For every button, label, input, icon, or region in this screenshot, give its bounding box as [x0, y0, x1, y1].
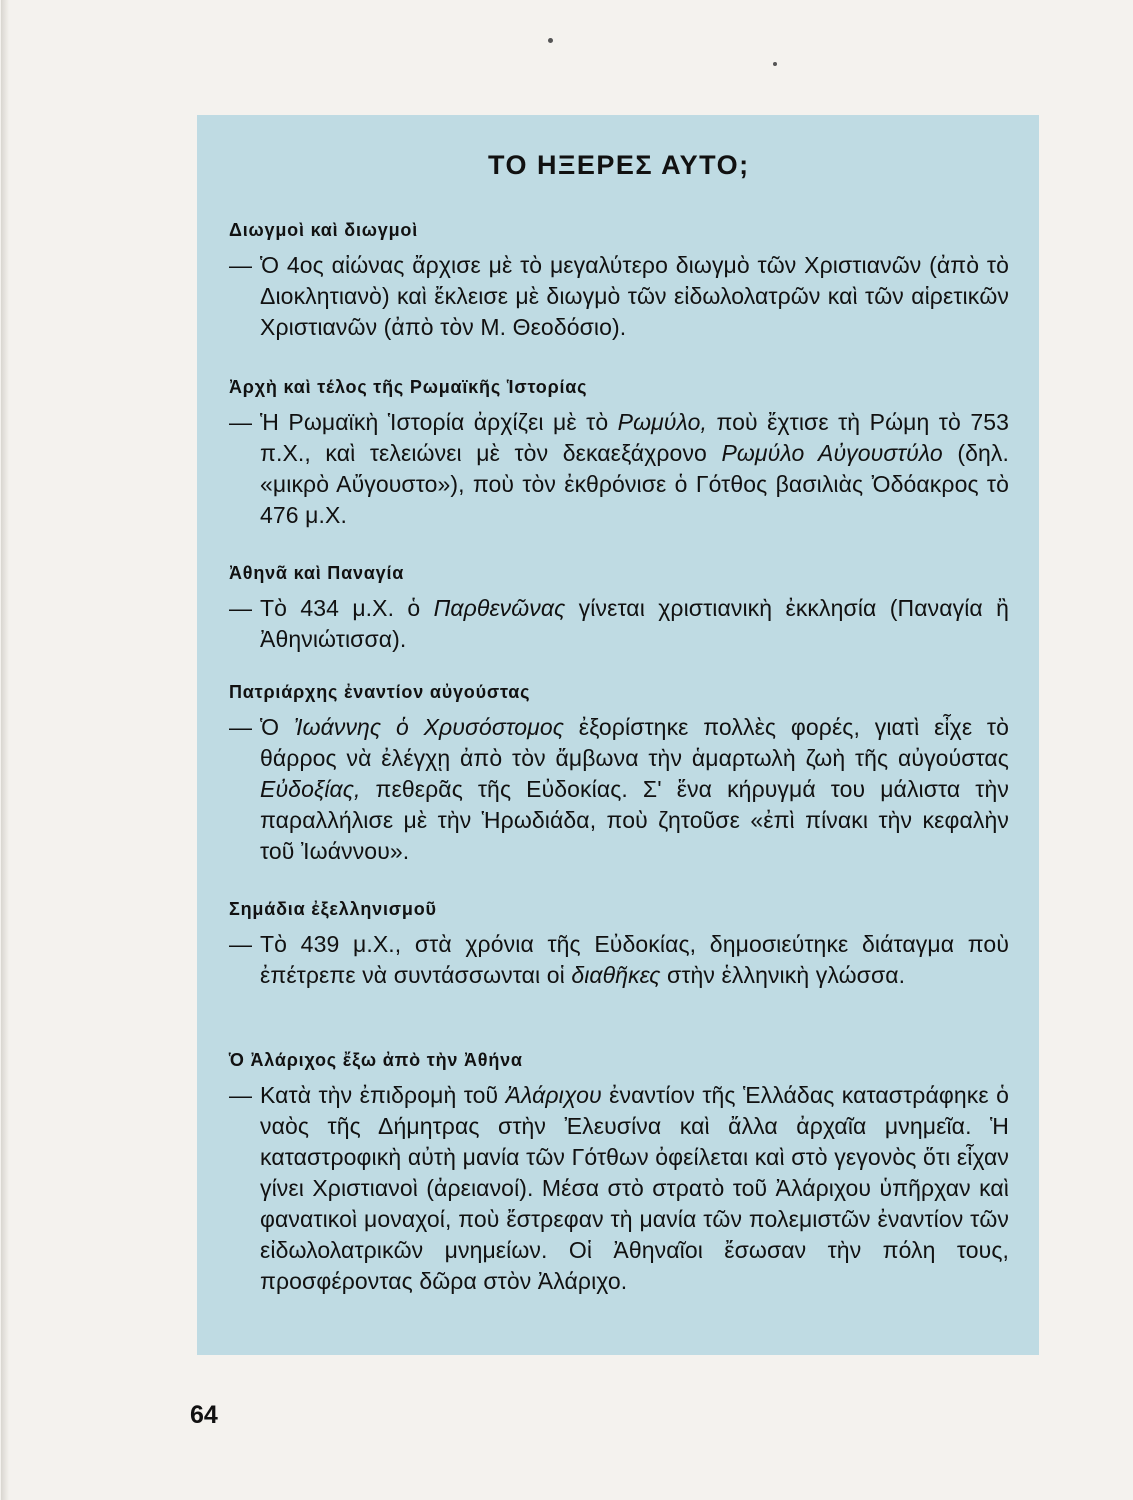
entry-dash: — — [229, 595, 252, 621]
section-hellenization — [229, 897, 1009, 991]
section-athena-panagia — [229, 561, 1009, 655]
section-roman-history — [229, 375, 1009, 531]
section-patriarch — [229, 680, 1009, 867]
section-entry — [229, 250, 1009, 343]
entry-text: Τὸ 434 μ.Χ. ὁ Παρθενῶνας γίνεται χριστιανικὴ ἐκκλησία (Παναγία ἢ Ἀθηνιώτισσα). — [260, 595, 1009, 652]
section-entry — [229, 1080, 1009, 1297]
entry-dash: — — [229, 252, 252, 278]
section-heading: Ἀρχὴ καὶ τέλος τῆς Ρωμαϊκῆς Ἱστορίας — [229, 377, 588, 397]
section-entry — [229, 929, 1009, 991]
entry-text: Κατὰ τὴν ἐπιδρομὴ τοῦ Ἀλάριχου ἐναντίον τῆς Ἑλλάδας καταστράφηκε ὁ ναὸς τῆς Δήμητρας στὴν Ἐλευσίνα καὶ ἄλλα ἀρχαῖα μνημεῖα. Ἡ καταστροφικὴ αὐτὴ μανία τῶν Γότθων ὀφείλεται καὶ στὸ γεγονὸς ὅτι εἶχαν γίνει Χριστιανοὶ (ἀρειανοί). Μέσα στὸ στρατὸ τοῦ Ἀλάριχου ὑπῆρχαν καὶ φανατικοὶ μοναχοί, ποὺ ἔστρεφαν τὴ μανία τῶν πολεμιστῶν ἐναντίον τῶν εἰδωλολατρικῶν μνημείων. Οἱ Ἀθηναῖοι ἔσωσαν τὴν πόλη τους, προσφέροντας δῶρα στὸν Ἀλάριχο. — [260, 1082, 1009, 1294]
page-edge-shadow — [1, 0, 9, 1500]
entry-text: Τὸ 439 μ.Χ., στὰ χρόνια τῆς Εὐδοκίας, δημοσιεύτηκε διάταγμα ποὺ ἐπέτρεπε νὰ συντάσσωνται οἱ διαθῆκες στὴν ἑλληνικὴ γλώσσα. — [260, 931, 1009, 988]
section-entry — [229, 407, 1009, 531]
entry-text: Ὁ 4ος αἰώνας ἄρχισε μὲ τὸ μεγαλύτερο διωγμὸ τῶν Χριστιανῶν (ἀπὸ τὸ Διοκλητιανὸ) καὶ ἔκλεισε μὲ διωγμὸ τῶν εἰδωλολατρῶν καὶ τῶν αἱρετικῶν Χριστιανῶν (ἀπὸ τὸν Μ. Θεοδόσιο). — [260, 252, 1009, 340]
section-persecutions — [229, 218, 1009, 343]
section-heading: Διωγμοὶ καὶ διωγμοὶ — [229, 220, 419, 240]
entry-text: Ἡ Ρωμαϊκὴ Ἱστορία ἀρχίζει μὲ τὸ Ρωμύλο, ποὺ ἔχτισε τὴ Ρώμη τὸ 753 π.Χ., καὶ τελειώνει μὲ τὸν δεκαεξάχρονο Ρωμύλο Αὐγουστύλο (δηλ. «μικρὸ Αὔγουστο»), ποὺ τὸν ἐκθρόνισε ὁ Γότθος βασιλιὰς Ὀδόακρος τὸ 476 μ.Χ. — [260, 409, 1009, 528]
section-heading: Πατριάρχης ἐναντίον αὐγούστας — [229, 682, 531, 702]
section-entry — [229, 712, 1009, 867]
section-heading: Ὁ Ἀλάριχος ἔξω ἀπὸ τὴν Ἀθήνα — [229, 1050, 523, 1070]
entry-dash: — — [229, 409, 252, 435]
entry-dash: — — [229, 714, 252, 740]
page-title: ΤΟ ΗΞΕΡΕΣ ΑΥΤΟ; — [488, 150, 750, 180]
section-heading: Σημάδια ἐξελληνισμοῦ — [229, 899, 437, 919]
print-speck — [548, 38, 553, 43]
section-heading: Ἀθηνᾶ καὶ Παναγία — [229, 563, 405, 583]
entry-dash: — — [229, 1082, 252, 1108]
section-entry — [229, 593, 1009, 655]
entry-dash: — — [229, 931, 252, 957]
print-speck — [773, 62, 777, 66]
page-number: 64 — [190, 1401, 218, 1429]
section-alaric — [229, 1048, 1009, 1297]
entry-text: Ὁ Ἰωάννης ὁ Χρυσόστομος ἐξορίστηκε πολλὲς φορές, γιατὶ εἶχε τὸ θάρρος νὰ ἐλέγχῃ ἀπὸ τὸν ἄμβωνα τὴν ἁμαρτωλὴ ζωὴ τῆς αὐγούστας Εὐδοξίας, πεθερᾶς τῆς Εὐδοκίας. Σ' ἕνα κήρυγμά του μάλιστα τὴν παραλλήλισε μὲ τὴν Ἡρωδιάδα, ποὺ ζητοῦσε «ἐπὶ πίνακι τὴν κεφαλὴν τοῦ Ἰωάννου». — [260, 714, 1009, 864]
